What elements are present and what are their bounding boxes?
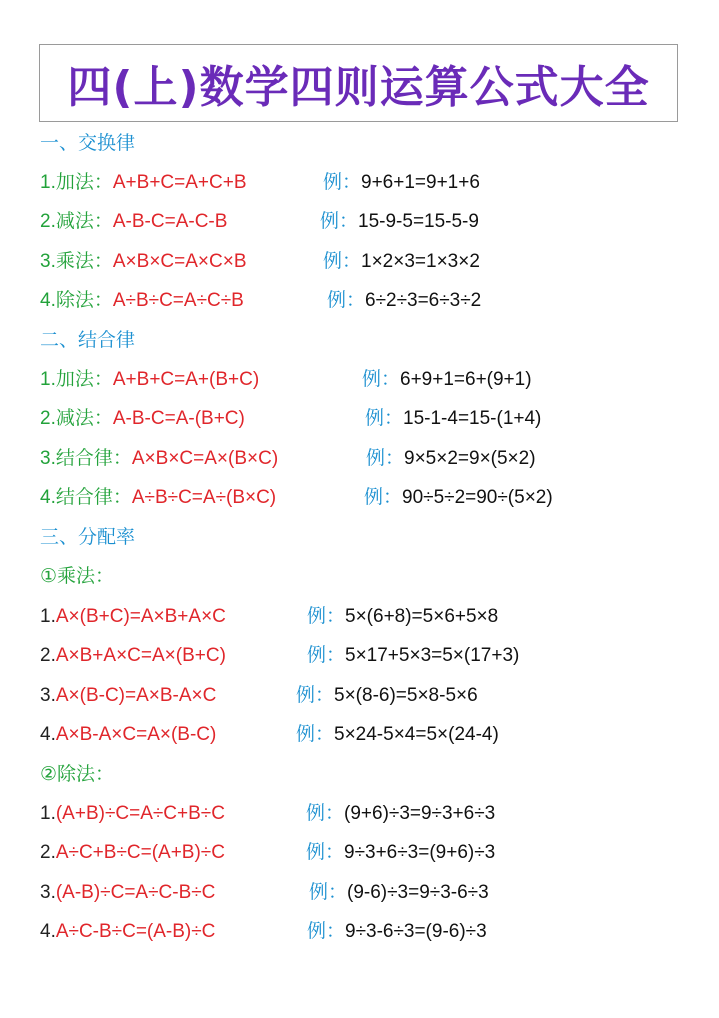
rule-formula: (A-B)÷C=A÷C-B÷C xyxy=(55,882,216,903)
example-text: (9+6)÷3=9÷3+6÷3 xyxy=(344,803,496,824)
rule-example xyxy=(306,838,495,868)
rule-name: 减法： xyxy=(55,408,113,429)
rule-formula: A÷C-B÷C=(A-B)÷C xyxy=(55,921,216,942)
example-label: 例： xyxy=(306,842,345,863)
rule-number: 3. xyxy=(40,448,56,469)
example-label: 例： xyxy=(306,803,345,824)
example-text: 15-1-4=15-(1+4) xyxy=(403,408,542,429)
page-title: 四(上)数学四则运算公式大全 xyxy=(67,62,650,113)
rule-label xyxy=(40,404,245,434)
rule-number: 1. xyxy=(40,172,56,193)
rule-formula: A+B+C=A+(B+C) xyxy=(112,369,260,390)
rule-label xyxy=(40,444,278,474)
example-text: 5×17+5×3=5×(17+3) xyxy=(345,645,520,666)
example-text: (9-6)÷3=9÷3-6÷3 xyxy=(347,882,489,903)
rule-formula: A×B×C=A×(B×C) xyxy=(131,448,279,469)
example-label: 例： xyxy=(296,724,335,745)
rule-formula: A×(B-C)=A×B-A×C xyxy=(55,685,217,706)
rule-label xyxy=(40,483,276,513)
rule-label xyxy=(40,286,244,316)
example-label: 例： xyxy=(327,290,366,311)
rule-formula: A×B+A×C=A×(B+C) xyxy=(55,645,226,666)
example-label: 例： xyxy=(364,487,403,508)
rule-example xyxy=(327,286,481,316)
rule-example xyxy=(362,365,532,395)
example-label: 例： xyxy=(309,882,348,903)
rule-label xyxy=(40,681,216,711)
example-label: 例： xyxy=(323,251,362,272)
rule-name: 加法： xyxy=(55,369,113,390)
rule-number: 2. xyxy=(40,842,56,863)
rule-label xyxy=(40,917,215,947)
rule-example xyxy=(307,917,487,947)
rule-number: 4. xyxy=(40,724,56,745)
rule-example xyxy=(323,247,480,277)
rule-formula: A÷B÷C=A÷(B×C) xyxy=(131,487,277,508)
rule-number: 2. xyxy=(40,211,56,232)
rule-example xyxy=(366,444,536,474)
rule-example xyxy=(364,483,553,513)
rule-example xyxy=(323,168,480,198)
example-text: 5×(6+8)=5×6+5×8 xyxy=(345,606,499,627)
rule-number: 2. xyxy=(40,645,56,666)
rule-formula: A-B-C=A-(B+C) xyxy=(112,408,245,429)
rule-number: 4. xyxy=(40,921,56,942)
rule-number: 2. xyxy=(40,408,56,429)
rule-example xyxy=(296,681,478,711)
example-text: 5×24-5×4=5×(24-4) xyxy=(334,724,499,745)
rule-example xyxy=(365,404,541,434)
rule-example xyxy=(307,641,519,671)
rule-label xyxy=(40,365,259,395)
rule-formula: A-B-C=A-C-B xyxy=(112,211,228,232)
section-heading-distributive: 三、分配率 xyxy=(40,527,136,548)
rule-formula: A×B-A×C=A×(B-C) xyxy=(55,724,217,745)
rule-example xyxy=(307,602,498,632)
rule-example xyxy=(309,878,489,908)
rule-name: 乘法： xyxy=(55,251,113,272)
rule-label xyxy=(40,878,215,908)
example-text: 9÷3-6÷3=(9-6)÷3 xyxy=(345,921,487,942)
example-text: 15-9-5=15-5-9 xyxy=(358,211,479,232)
example-text: 9×5×2=9×(5×2) xyxy=(404,448,536,469)
example-text: 5×(8-6)=5×8-5×6 xyxy=(334,685,478,706)
example-label: 例： xyxy=(307,645,346,666)
example-text: 9÷3+6÷3=(9+6)÷3 xyxy=(344,842,496,863)
example-label: 例： xyxy=(323,172,362,193)
rule-formula: A+B+C=A+C+B xyxy=(112,172,247,193)
rule-label xyxy=(40,247,247,277)
rule-formula: A÷C+B÷C=(A+B)÷C xyxy=(55,842,225,863)
rule-name: 除法： xyxy=(55,290,113,311)
rule-number: 4. xyxy=(40,487,56,508)
rule-label xyxy=(40,641,226,671)
rule-label xyxy=(40,838,225,868)
rule-number: 4. xyxy=(40,290,56,311)
subheading-multiply: ①乘法： xyxy=(40,566,115,587)
example-text: 6÷2÷3=6÷3÷2 xyxy=(365,290,482,311)
subheading-divide: ②除法： xyxy=(40,764,115,785)
rule-label xyxy=(40,799,225,829)
rule-number: 1. xyxy=(40,803,56,824)
example-text: 1×2×3=1×3×2 xyxy=(361,251,480,272)
rule-formula: A×(B+C)=A×B+A×C xyxy=(55,606,226,627)
rule-label xyxy=(40,207,227,237)
rule-number: 3. xyxy=(40,882,56,903)
example-label: 例： xyxy=(307,921,346,942)
rule-label xyxy=(40,602,226,632)
title-box xyxy=(39,44,678,122)
rule-number: 1. xyxy=(40,606,56,627)
rule-number: 3. xyxy=(40,251,56,272)
example-label: 例： xyxy=(365,408,404,429)
rule-name: 加法： xyxy=(55,172,113,193)
rule-formula: A÷B÷C=A÷C÷B xyxy=(112,290,244,311)
rule-label xyxy=(40,720,216,750)
example-text: 90÷5÷2=90÷(5×2) xyxy=(402,487,553,508)
rule-number: 3. xyxy=(40,685,56,706)
rule-name: 结合律： xyxy=(55,487,132,508)
example-text: 9+6+1=9+1+6 xyxy=(361,172,480,193)
rule-formula: (A+B)÷C=A÷C+B÷C xyxy=(55,803,225,824)
rule-name: 结合律： xyxy=(55,448,132,469)
rule-name: 减法： xyxy=(55,211,113,232)
section-heading-associative: 二、结合律 xyxy=(40,330,136,351)
example-label: 例： xyxy=(362,369,401,390)
rule-number: 1. xyxy=(40,369,56,390)
example-label: 例： xyxy=(366,448,405,469)
example-label: 例： xyxy=(307,606,346,627)
example-text: 6+9+1=6+(9+1) xyxy=(400,369,532,390)
rule-example xyxy=(296,720,499,750)
rule-label xyxy=(40,168,247,198)
rule-formula: A×B×C=A×C×B xyxy=(112,251,247,272)
example-label: 例： xyxy=(296,685,335,706)
example-label: 例： xyxy=(320,211,359,232)
section-heading-commutative: 一、交换律 xyxy=(40,133,136,154)
rule-example xyxy=(320,207,479,237)
rule-example xyxy=(306,799,495,829)
